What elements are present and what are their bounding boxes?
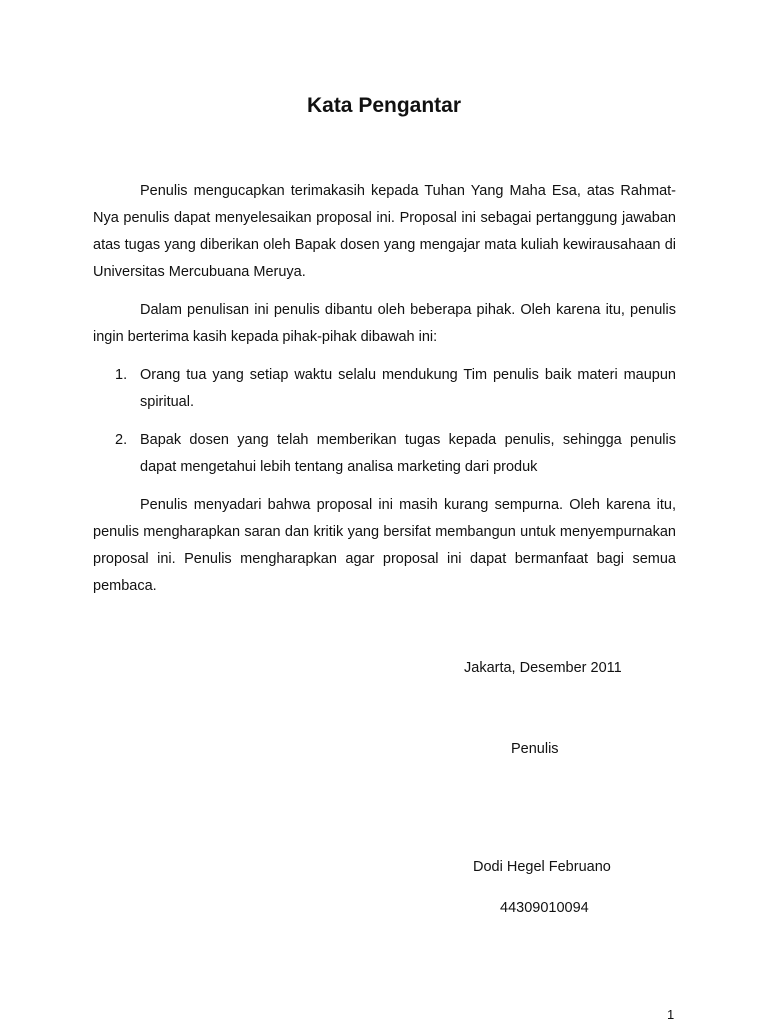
- document-body: [93, 178, 676, 611]
- signature-place-date: Jakarta, Desember 2011: [464, 660, 622, 676]
- list-item-text: Orang tua yang setiap waktu selalu mendukung Tim penulis baik materi maupun spiritual.: [140, 367, 676, 410]
- paragraph-thanks: Dalam penulisan ini penulis dibantu oleh beberapa pihak. Oleh karena itu, penulis ingin berterima kasih kepada pihak-pihak dibawah ini:: [93, 302, 676, 345]
- thanks-list: [93, 362, 676, 481]
- page-title: Kata Pengantar: [306, 94, 462, 117]
- list-item: [93, 427, 676, 481]
- list-number: 1.: [115, 367, 128, 383]
- page-number: 1: [667, 1007, 675, 1022]
- signature-role: Penulis: [511, 741, 559, 757]
- paragraph-closing: Penulis menyadari bahwa proposal ini masih kurang sempurna. Oleh karena itu, penulis mengharapkan saran dan kritik yang bersifat membangun untuk menyempurnakan proposal ini. Penulis mengharapkan agar proposal ini dapat bermanfaat bagi semua pembaca.: [93, 497, 676, 594]
- list-item-text: Bapak dosen yang telah memberikan tugas kepada penulis, sehingga penulis dapat mengetahui lebih tentang analisa marketing dari produk: [140, 432, 676, 475]
- paragraph-intro: Penulis mengucapkan terimakasih kepada Tuhan Yang Maha Esa, atas Rahmat-Nya penulis dapat menyelesaikan proposal ini. Proposal ini sebagai pertanggung jawaban atas tugas yang diberikan oleh Bapak dosen yang mengajar mata kuliah kewirausahaan di Universitas Mercubuana Meruya.: [93, 183, 676, 280]
- signature-id-number: 44309010094: [500, 900, 589, 916]
- list-item: [93, 362, 676, 416]
- signature-name: Dodi Hegel Februano: [473, 859, 611, 875]
- list-number: 2.: [115, 432, 128, 448]
